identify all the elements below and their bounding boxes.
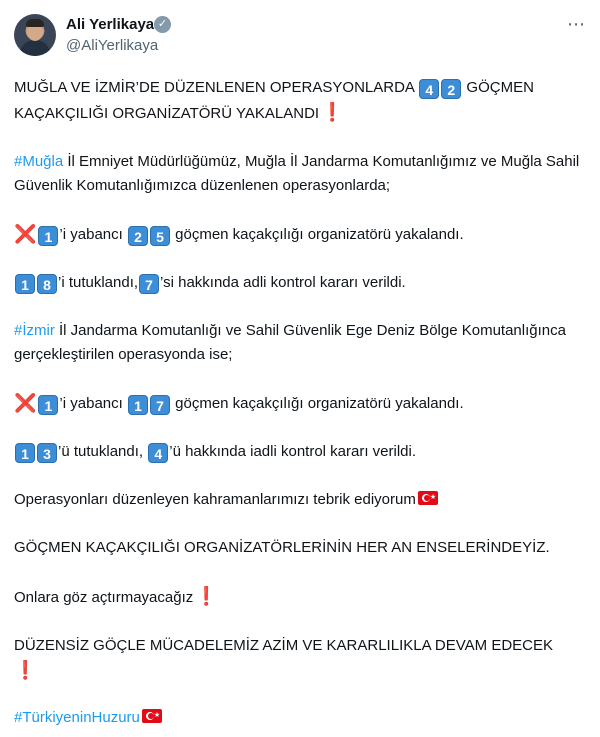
keycap-digit: 2 xyxy=(441,79,461,99)
tweet-header xyxy=(14,12,586,60)
keycap-digit: 8 xyxy=(37,274,57,294)
keycap-digit: 3 xyxy=(37,443,57,463)
keycap-digit: 4 xyxy=(148,443,168,463)
hashtag-line xyxy=(14,706,590,730)
keycap-digit: 7 xyxy=(139,274,159,294)
congrats-line: Operasyonları düzenleyen kahramanlarımızı tebrik ediyorum ★ xyxy=(14,491,437,508)
keycap-digit: 1 xyxy=(15,274,35,294)
keycap-digit: 1 xyxy=(15,443,35,463)
turkey-flag-icon: ★ xyxy=(418,491,438,505)
tweet-body xyxy=(14,76,590,737)
izmir-caught-line: ❌ 1 ’i yabancı 1 7 göçmen kaçakçılığı organizatörü yakalandı. xyxy=(14,393,464,414)
keycap-digit: 1 xyxy=(38,226,58,246)
turkey-flag-icon: ★ xyxy=(142,709,162,723)
tweet-headline: MUĞLA VE İZMİR’DE DÜZENLENEN OPERASYONLARDA 4 2 GÖÇMEN KAÇAKÇILIĞI ORGANİZATÖRÜ YAKALANDI ❗ xyxy=(14,79,534,122)
author-handle[interactable]: @AliYerlikaya xyxy=(66,37,159,54)
avatar[interactable] xyxy=(14,14,56,56)
mugla-arrest-line: 1 8 ’i tutuklandı, 7 ’si hakkında adli kontrol kararı verildi. xyxy=(14,271,590,295)
cross-mark-icon: ❌ xyxy=(14,393,37,413)
mugla-paragraph: #Muğla İl Emniyet Müdürlüğümüz, Muğla İl Jandarma Komutanlığımız ve Muğla Sahil Güvenlik Komutanlığımızca düzenlenen operasyonlarda; xyxy=(14,153,580,194)
pursuit-line: GÖÇMEN KAÇAKÇILIĞI ORGANİZATÖRLERİNİN HER AN ENSELERİNDEYİZ. xyxy=(14,539,550,556)
keycap-digit: 7 xyxy=(150,395,170,415)
hashtag-izmir[interactable]: #İzmir xyxy=(14,322,55,339)
mugla-caught-line: ❌ 1 ’i yabancı 2 5 göçmen kaçakçılığı organizatörü yakalandı. xyxy=(14,224,464,245)
cross-mark-icon: ❌ xyxy=(14,224,37,244)
exclamation-icon: ❗ xyxy=(14,660,37,680)
hashtag-mugla[interactable]: #Muğla xyxy=(14,153,64,170)
vigilance-line: Onlara göz açtırmayacağız ❗ xyxy=(14,586,218,606)
more-options-icon[interactable]: ⋯ xyxy=(567,14,586,34)
keycap-digit: 1 xyxy=(128,395,148,415)
determination-line: DÜZENSİZ GÖÇLE MÜCADELEMİZ AZİM VE KARARLILIKLA DEVAM EDECEK ❗ xyxy=(14,637,554,680)
exclamation-icon: ❗ xyxy=(195,586,218,606)
izmir-arrest-line: 1 3 ’ü tutuklandı, 4 ’ü hakkında iadli kontrol kararı verildi. xyxy=(14,440,590,464)
exclamation-icon: ❗ xyxy=(321,102,344,122)
keycap-digit: 4 xyxy=(419,79,439,99)
hashtag-turkiyeninhuzuru[interactable]: #TürkiyeninHuzuru xyxy=(14,709,140,726)
keycap-digit: 5 xyxy=(150,226,170,246)
keycap-digit: 2 xyxy=(128,226,148,246)
izmir-paragraph: #İzmir İl Jandarma Komutanlığı ve Sahil Güvenlik Ege Deniz Bölge Komutanlığınca gerçekleştirilen operasyonda ise; xyxy=(14,322,566,363)
keycap-digit: 1 xyxy=(38,395,58,415)
verified-badge-icon: ✓ xyxy=(154,16,171,33)
author-name[interactable]: Ali Yerlikaya xyxy=(66,16,155,33)
